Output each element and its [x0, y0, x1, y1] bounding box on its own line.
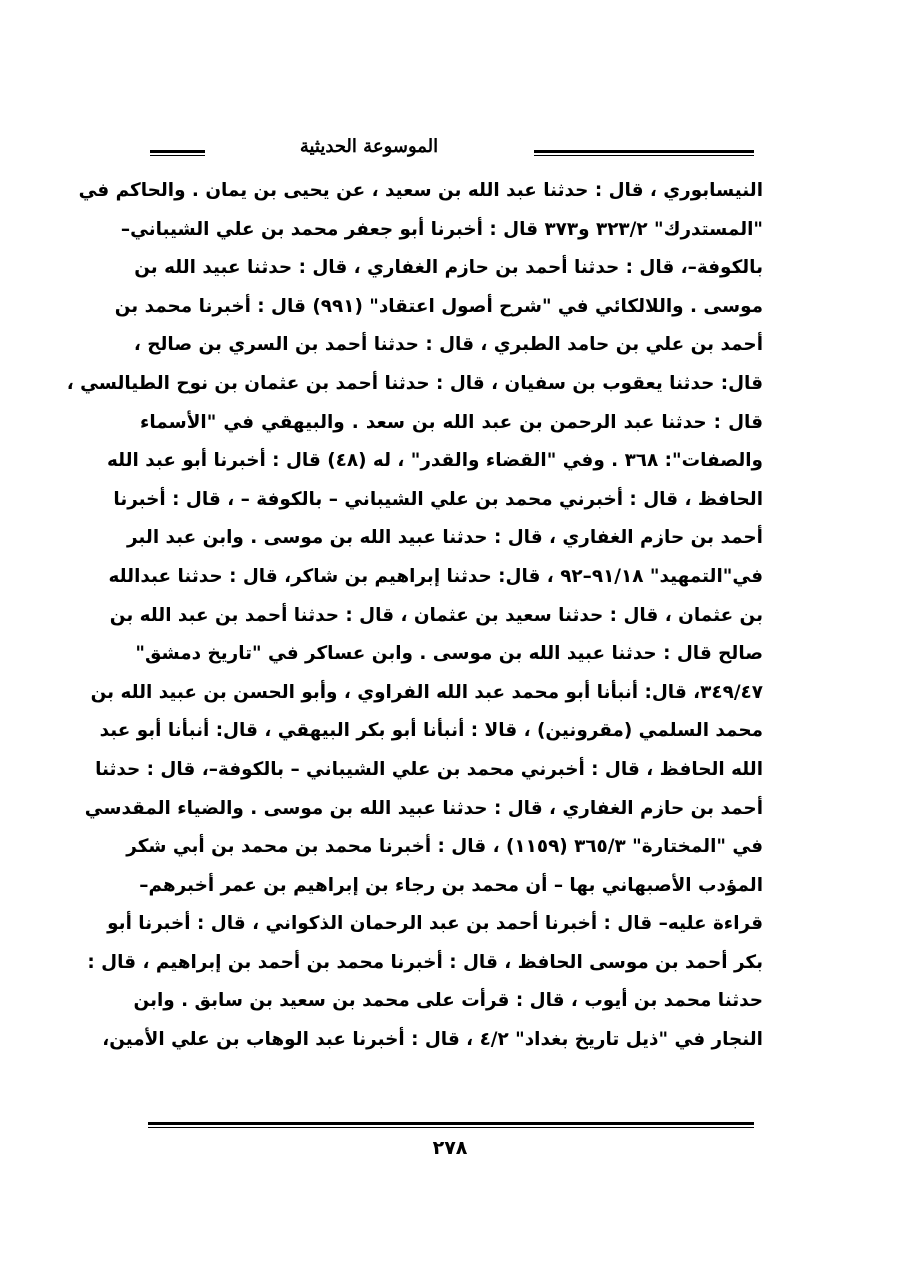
text-line: أحمد بن علي بن حامد الطبري ، قال : حدثنا أحمد بن السري بن صالح ،	[133, 334, 763, 356]
text-line: "المستدرك" ٣٢٣/٢ و٣٧٣ قال : أخبرنا أبو جعفر محمد بن علي الشيباني–	[120, 218, 763, 240]
footer-rule	[148, 1122, 754, 1128]
text-line: الله الحافظ ، قال : أخبرني محمد بن علي الشيباني – بالكوفة–، قال : حدثنا	[95, 758, 763, 780]
text-line: بالكوفة–، قال : حدثنا أحمد بن حازم الغفاري ، قال : حدثنا عبيد الله بن	[134, 257, 763, 279]
text-line: أحمد بن حازم الغفاري ، قال : حدثنا عبيد الله بن موسى . وابن عبد البر	[126, 527, 763, 549]
header-rule-left	[150, 150, 205, 156]
text-line: في"التمهيد" ٩١/١٨–٩٢ ، قال: حدثنا إبراهيم بن شاكر، قال : حدثنا عبدالله	[108, 565, 763, 587]
page-number: ٢٧٨	[432, 1137, 468, 1159]
text-line: قال: حدثنا يعقوب بن سفيان ، قال : حدثنا أحمد بن عثمان بن نوح الطيالسي ،	[66, 372, 763, 394]
text-line: بكر أحمد بن موسى الحافظ ، قال : أخبرنا محمد بن أحمد بن إبراهيم ، قال :	[87, 951, 763, 973]
text-line: قال : حدثنا عبد الرحمن بن عبد الله بن سعد . والبيهقي في "الأسماء	[140, 411, 763, 433]
body-text	[66, 172, 763, 1060]
text-line: والصفات": ٣٦٨ . وفي "القضاء والقدر" ، له (٤٨) قال : أخبرنا أبو عبد الله	[106, 450, 763, 472]
header-rule-right	[534, 150, 754, 156]
page-header-title: الموسوعة الحديثية	[299, 136, 439, 157]
text-line: موسى . واللالكائي في "شرح أصول اعتقاد" (٩٩١) قال : أخبرنا محمد بن	[114, 295, 763, 317]
page-header	[150, 136, 754, 166]
text-line: قراءة عليه– قال : أخبرنا أحمد بن عبد الرحمان الذكواني ، قال : أخبرنا أبو	[107, 913, 763, 935]
text-line: ٣٤٩/٤٧، قال: أنبأنا أبو محمد عبد الله الفراوي ، وأبو الحسن بن عبيد الله بن	[90, 681, 763, 703]
text-line: في "المختارة" ٣٦٥/٣ (١١٥٩) ، قال : أخبرنا محمد بن محمد بن أبي شكر	[126, 836, 763, 858]
text-line: بن عثمان ، قال : حدثنا سعيد بن عثمان ، قال : حدثنا أحمد بن عبد الله بن	[109, 604, 763, 626]
text-line: الحافظ ، قال : أخبرني محمد بن علي الشيباني – بالكوفة – ، قال : أخبرنا	[113, 488, 763, 510]
text-line: النيسابوري ، قال : حدثنا عبد الله بن سعيد ، عن يحيى بن يمان . والحاكم في	[78, 180, 763, 201]
text-line: حدثنا محمد بن أيوب ، قال : قرأت على محمد بن سعيد بن سابق . وابن	[133, 990, 763, 1012]
text-line: محمد السلمي (مقرونين) ، قالا : أنبأنا أبو بكر البيهقي ، قال: أنبأنا أبو عبد	[99, 720, 763, 742]
text-line: المؤدب الأصبهاني بها – أن محمد بن رجاء بن إبراهيم بن عمر أخبرهم–	[139, 874, 763, 896]
text-line: صالح قال : حدثنا عبيد الله بن موسى . وابن عساكر في "تاريخ دمشق"	[135, 643, 763, 665]
text-line: النجار في "ذيل تاريخ بغداد" ٤/٢ ، قال : أخبرنا عبد الوهاب بن علي الأمين،	[102, 1029, 763, 1051]
text-line: أحمد بن حازم الغفاري ، قال : حدثنا عبيد الله بن موسى . والضياء المقدسي	[84, 797, 763, 819]
